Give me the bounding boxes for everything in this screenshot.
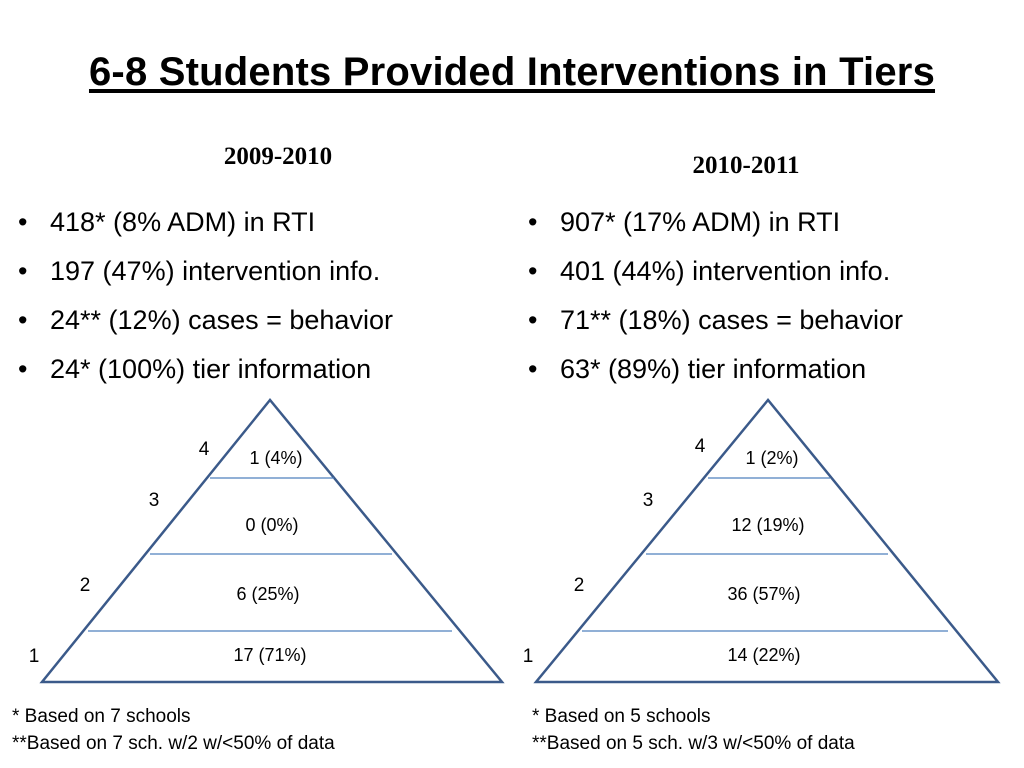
tier-value-1: 17 (71%) [233, 645, 307, 665]
year-heading-2010-2011: 2010-2011 [692, 152, 800, 179]
footnotes-2009-2010 [12, 703, 335, 757]
pyramid-outline [536, 400, 998, 682]
footnote: **Based on 7 sch. w/2 w/<50% of data [12, 733, 335, 754]
year-heading-2009-2010: 2009-2010 [223, 143, 333, 170]
pyramid-outline [42, 400, 502, 682]
tier-number-2: 2 [79, 575, 91, 596]
slide-title: 6-8 Students Provided Interventions in Tiers [88, 50, 936, 94]
bullet-item: • 197 (47%) intervention info. [14, 247, 393, 296]
tier-value-1: 14 (22%) [727, 645, 801, 665]
tier-number-3: 3 [642, 490, 654, 511]
tier-pyramid-2010-2011 [523, 400, 998, 682]
tier-value-2: 36 (57%) [727, 584, 801, 604]
tier-number-2: 2 [573, 575, 585, 596]
footnotes-2010-2011 [532, 703, 855, 757]
tier-number-4: 4 [198, 439, 210, 460]
tier-number-3: 3 [148, 490, 160, 511]
tier-value-3: 0 (0%) [245, 515, 299, 535]
tier-number-1: 1 [522, 646, 534, 667]
bullet-item: • 418* (8% ADM) in RTI [14, 198, 393, 247]
tier-number-1: 1 [28, 646, 40, 667]
footnote: * Based on 7 schools [12, 706, 191, 727]
bullet-item: • 63* (89%) tier information [524, 345, 903, 394]
bullet-item: • 24** (12%) cases = behavior [14, 296, 393, 345]
bullet-item: • 24* (100%) tier information [14, 345, 393, 394]
tier-value-4: 1 (2%) [745, 448, 799, 468]
footnote: * Based on 5 schools [532, 706, 711, 727]
tier-value-4: 1 (4%) [249, 448, 303, 468]
tier-value-2: 6 (25%) [236, 584, 300, 604]
tier-number-4: 4 [694, 436, 706, 457]
bullet-item: • 907* (17% ADM) in RTI [524, 198, 903, 247]
tier-pyramid-2009-2010 [29, 400, 502, 682]
bullet-item: • 71** (18%) cases = behavior [524, 296, 903, 345]
footnote: **Based on 5 sch. w/3 w/<50% of data [532, 733, 855, 754]
bullet-item: • 401 (44%) intervention info. [524, 247, 903, 296]
tier-value-3: 12 (19%) [731, 515, 805, 535]
